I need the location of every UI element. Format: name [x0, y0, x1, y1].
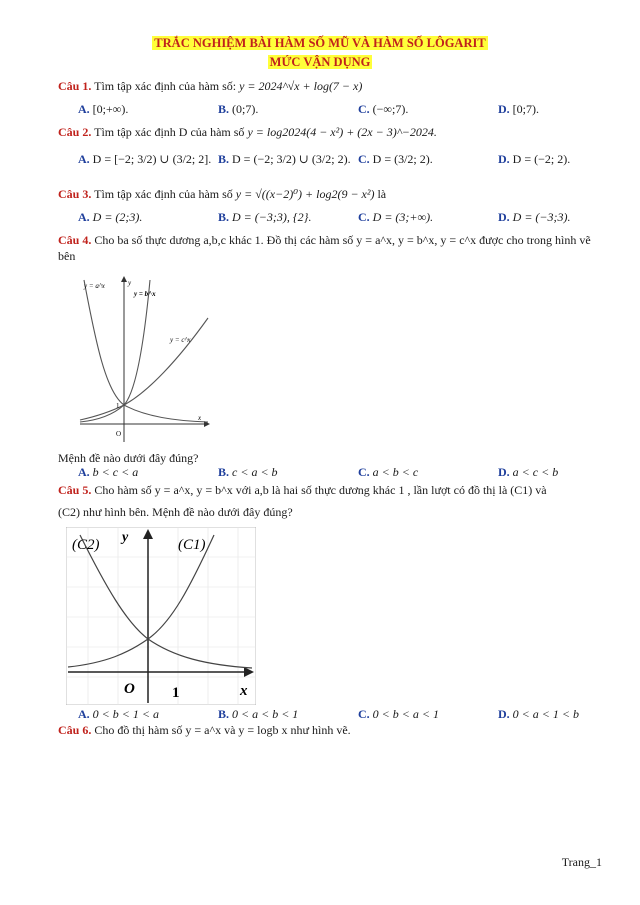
question-formula: y = √((x−2)⁰) + log2(9 − x²)	[235, 187, 375, 201]
answer-5d[interactable]: D. 0 < a < 1 < b	[498, 707, 579, 721]
answer-2c[interactable]: C. D = (3/2; 2).	[358, 152, 433, 166]
question-label: Câu 1.	[58, 79, 92, 93]
question-5: Câu 5. Cho hàm số y = a^x, y = b^x với a,b là hai số thực dương khác 1 , lần lượt có đồ thị là (C1) và	[58, 483, 547, 497]
question-1	[58, 78, 598, 94]
answer-2d[interactable]: D. D = (−2; 2).	[498, 152, 571, 166]
page-title	[0, 36, 640, 51]
label-c1: (C1)	[178, 537, 206, 553]
axis-label-y: y	[122, 530, 129, 545]
page-subtitle	[0, 55, 640, 70]
label-a: y = a^x	[84, 282, 105, 290]
answer-4b[interactable]: B. c < a < b	[218, 465, 278, 479]
label-one: 1	[116, 402, 120, 410]
answer-1d[interactable]: D. [0;7).	[498, 102, 539, 116]
title-text: TRẮC NGHIỆM BÀI HÀM SỐ MŨ VÀ HÀM SỐ LÔGARIT	[154, 36, 486, 50]
answer-5c[interactable]: C. 0 < b < a < 1	[358, 707, 439, 721]
question-3: Câu 3. Tìm tập xác định của hàm số y = √((x−2)⁰) + log2(9 − x²) là	[58, 187, 387, 201]
question-formula: y = 2024^√x + log(7 − x)	[239, 79, 363, 93]
axis-label-x: x	[198, 414, 202, 422]
answer-5b[interactable]: B. 0 < a < b < 1	[218, 707, 299, 721]
answer-3b[interactable]: B. D = (−3;3), {2}.	[218, 210, 312, 224]
answer-5a[interactable]: A. 0 < b < 1 < a	[78, 707, 159, 721]
question-formula: y = log2024(4 − x²) + (2x − 3)^−2024.	[247, 125, 437, 139]
answer-3c[interactable]: C. D = (3;+∞).	[358, 210, 434, 224]
graph-question-4	[78, 274, 212, 446]
label-one: 1	[172, 685, 180, 701]
subtitle-text: MỨC VẬN DỤNG	[269, 55, 371, 69]
label-origin: O	[124, 681, 135, 697]
axis-label-y: y	[128, 279, 132, 287]
answer-4c[interactable]: C. a < b < c	[358, 465, 419, 479]
question-text: Tìm tập xác định của hàm số:	[94, 79, 237, 93]
label-c: y = c^x	[170, 336, 191, 344]
answer-1a[interactable]: A. [0;+∞).	[78, 102, 129, 116]
answer-3d[interactable]: D. D = (−3;3).	[498, 210, 571, 224]
page-number: Trang_1	[561, 855, 602, 869]
question-6: Câu 6. Cho đồ thị hàm số y = a^x và y = logb x như hình vẽ.	[58, 723, 351, 737]
label-b: y = b^x	[134, 290, 156, 298]
question-4: Câu 4. Cho ba số thực dương a,b,c khác 1. Đồ thị các hàm số y = a^x, y = b^x, y = c^x được cho trong hình vẽ bên	[58, 233, 591, 263]
answer-3a[interactable]: A. D = (2;3).	[78, 210, 143, 224]
answer-4d[interactable]: D. a < c < b	[498, 465, 559, 479]
question-4-prompt: Mệnh đề nào dưới đây đúng?	[58, 451, 199, 465]
label-c2: (C2)	[72, 537, 100, 553]
answer-1b[interactable]: B. (0;7).	[218, 102, 259, 116]
answer-1c[interactable]: C. (−∞;7).	[358, 102, 409, 116]
axis-label-x: x	[240, 683, 248, 699]
graph-question-5	[66, 527, 256, 705]
answer-2a[interactable]: A. D = [−2; 3/2) ∪ (3/2; 2].	[78, 152, 212, 166]
answer-4a[interactable]: A. b < c < a	[78, 465, 139, 479]
answer-2b[interactable]: B. D = (−2; 3/2) ∪ (3/2; 2).	[218, 152, 351, 166]
label-origin: O	[116, 430, 122, 438]
question-5-line2: (C2) như hình bên. Mệnh đề nào dưới đây đúng?	[58, 505, 293, 519]
question-2: Câu 2. Tìm tập xác định D của hàm số y = log2024(4 − x²) + (2x − 3)^−2024.	[58, 125, 437, 139]
